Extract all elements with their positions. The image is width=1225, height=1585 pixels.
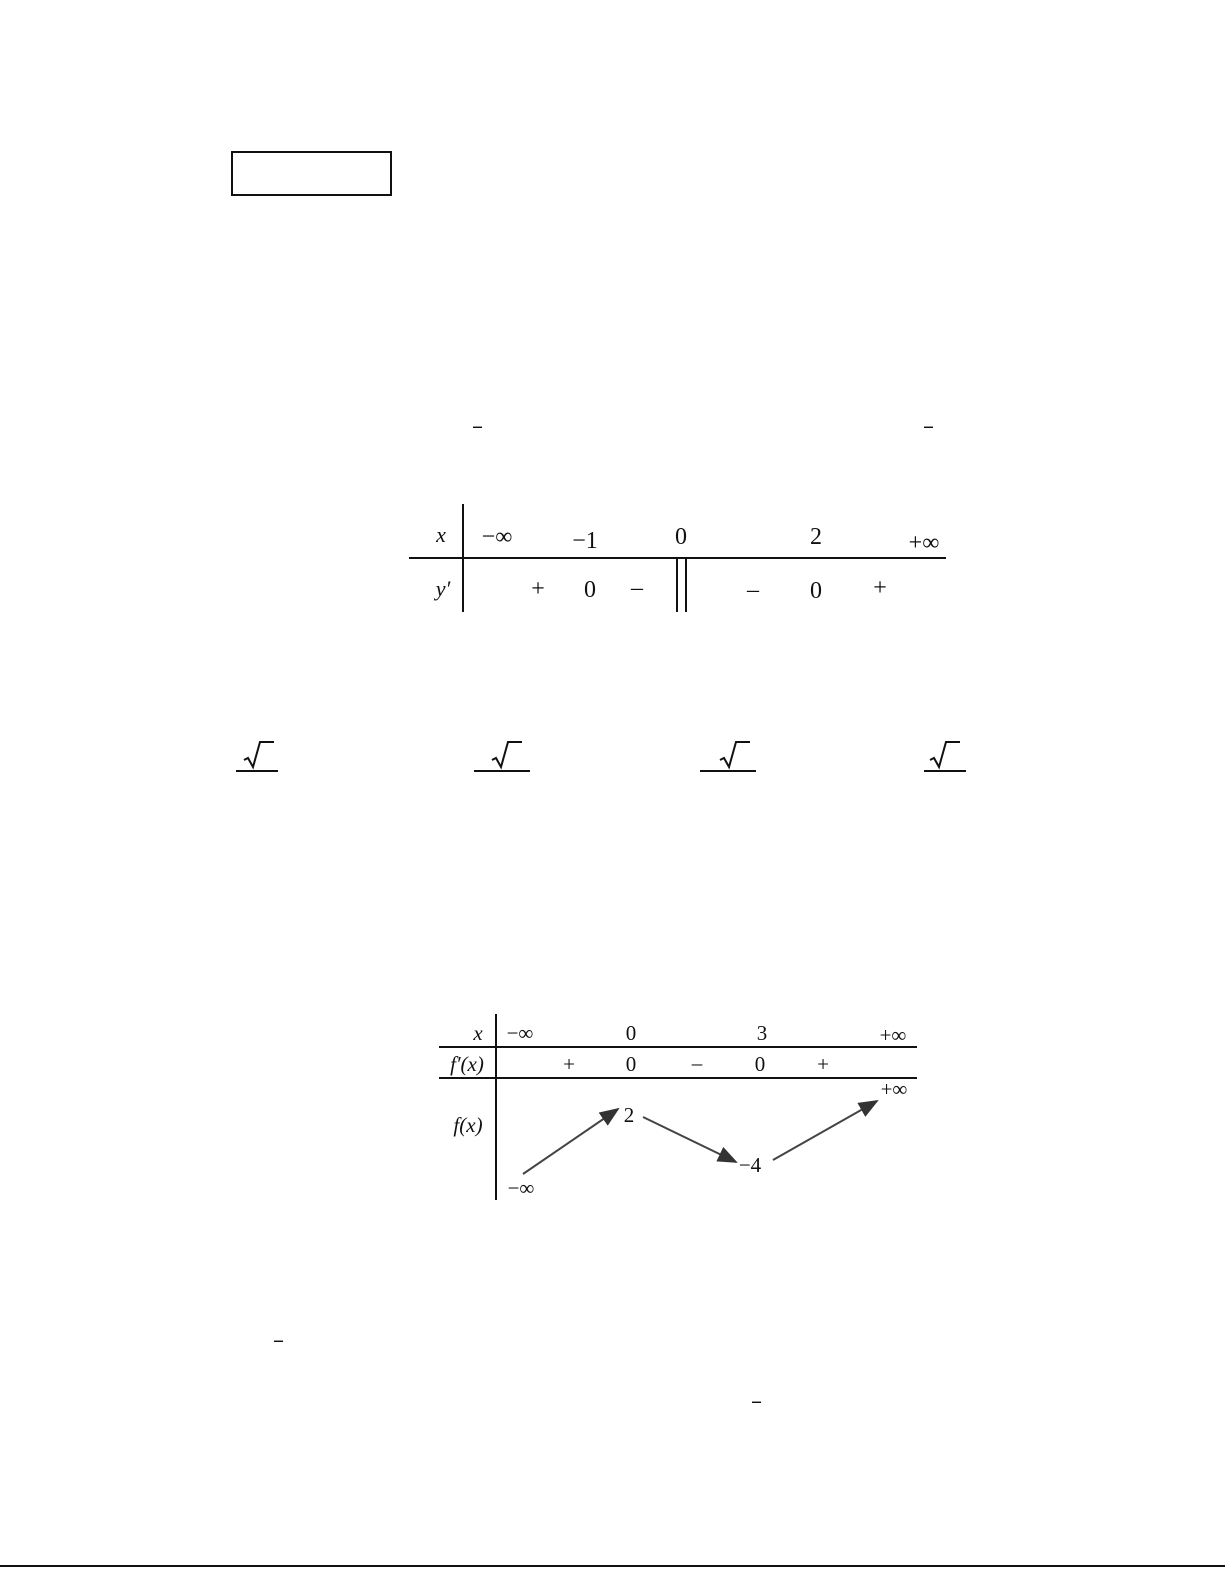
sign-value: +	[563, 1052, 575, 1076]
sign-value: –	[747, 577, 759, 603]
x-value: −∞	[506, 1021, 534, 1045]
fraction-sqrt-fragment	[918, 736, 978, 776]
fraction-sqrt-fragment	[694, 736, 754, 776]
sign-value: –	[631, 575, 643, 601]
fraction-sqrt-fragment	[468, 736, 528, 776]
x-value: 0	[675, 524, 687, 550]
minus-fragment: –	[273, 1328, 284, 1353]
minus-fragment: –	[923, 414, 934, 439]
f-value: +∞	[880, 1077, 908, 1101]
decreasing-arrow	[643, 1117, 736, 1162]
variation-table-2	[435, 1010, 925, 1210]
minus-fragment: –	[472, 414, 483, 439]
sign-value: –	[691, 1051, 703, 1075]
increasing-arrow	[523, 1109, 618, 1174]
x-value: 2	[810, 524, 822, 550]
sign-value: 0	[625, 1052, 637, 1076]
footer-rule	[0, 1565, 1225, 1567]
x-value: −1	[572, 528, 598, 554]
sign-value: 0	[810, 578, 822, 604]
fraction-sqrt-fragment	[230, 736, 290, 776]
x-value: −∞	[481, 524, 513, 550]
sign-value: +	[531, 576, 545, 602]
sign-table-1	[405, 500, 950, 620]
minus-fragment: –	[751, 1389, 762, 1414]
question-code-box	[231, 151, 392, 196]
x-value: 3	[756, 1021, 768, 1045]
x-value: 0	[625, 1021, 637, 1045]
sign-value: 0	[584, 577, 596, 603]
f-value: −4	[738, 1153, 762, 1177]
sign-value: 0	[754, 1052, 766, 1076]
x-value: +∞	[879, 1023, 907, 1047]
x-row-label: x	[473, 1021, 483, 1045]
x-row-label: x	[436, 522, 446, 547]
increasing-arrow	[773, 1101, 877, 1160]
sign-value: +	[817, 1052, 829, 1076]
fprime-row-label: f′(x)	[450, 1052, 484, 1076]
sign-value: +	[873, 575, 887, 601]
f-value: 2	[623, 1103, 635, 1127]
yprime-row-label: y′	[435, 576, 451, 601]
f-row-label: f(x)	[453, 1113, 483, 1137]
f-value: −∞	[507, 1176, 535, 1200]
x-value: +∞	[908, 530, 940, 556]
